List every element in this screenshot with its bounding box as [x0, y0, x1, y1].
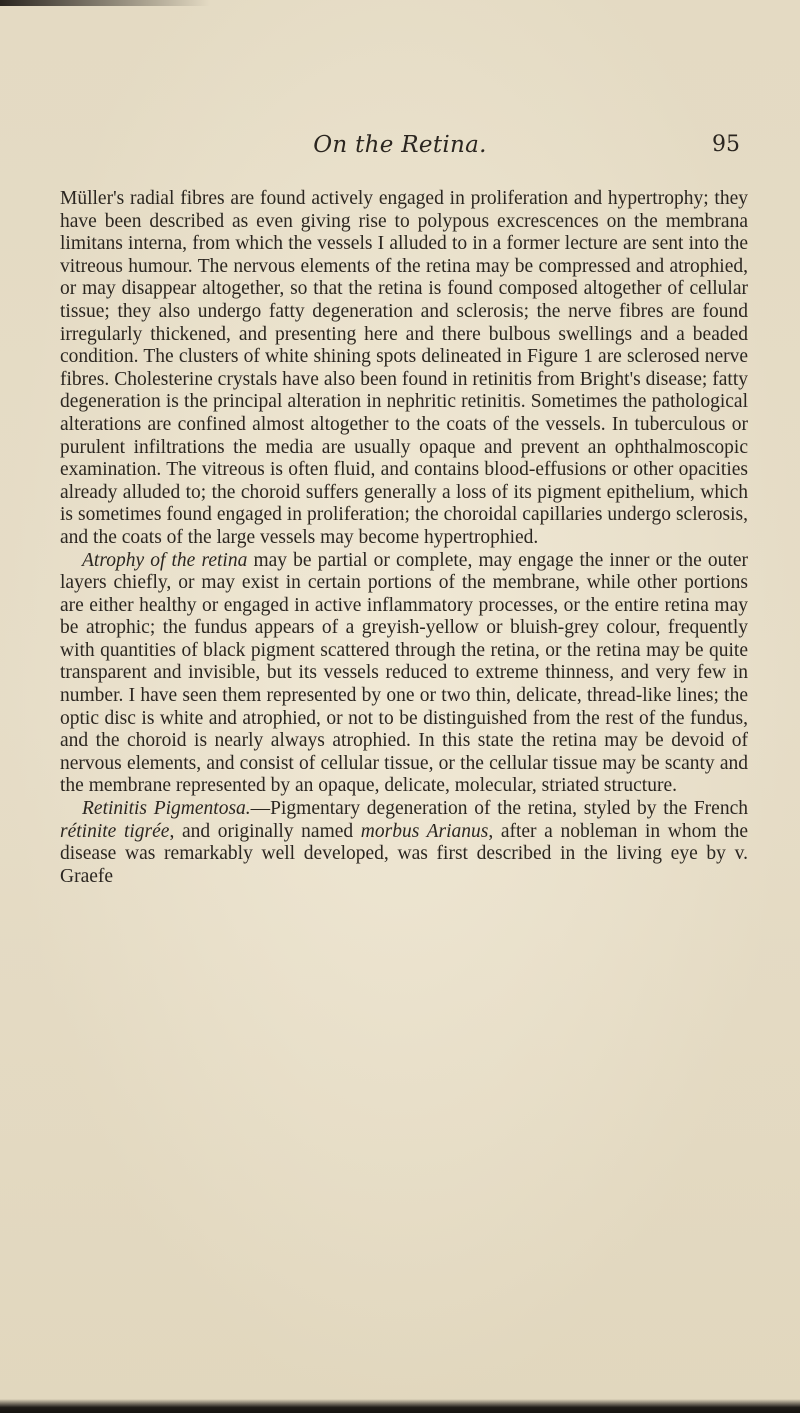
page-number: 95: [712, 132, 740, 157]
running-head: On the Retina.: [313, 132, 487, 158]
scan-bottom-edge: [0, 1399, 800, 1413]
scan-edge-shadow: [0, 0, 210, 6]
section-heading-atrophy: Atrophy of the retina: [82, 549, 248, 571]
paragraph-retinitis-changes: [60, 188, 748, 550]
paragraph-atrophy: [60, 550, 748, 799]
paragraph-text: may be partial or complete, may engage the inner or the outer layers chiefly, or may exist in certain portions of the membrane, while other portions are either healthy or engaged in active inflammatory processes, or the entire retina may be atrophic; the fundus appears of a greyish-yellow or bluish-grey colour, frequently with quantities of black pigment scattered through the retina, or the retina may be quite transparent and invisible, but its vessels reduced to extreme thinness, and very few in number. I have seen them represented by one or two thin, delicate, thread-like lines; the optic disc is white and atrophied, or not to be distinguished from the rest of the fundus, and the choroid is nearly always atrophied. In this state the retina may be devoid of nervous elements, and consist of cellular tissue, or the cellular tissue may be scanty and the membrane represented by an opaque, delicate, molecular, striated structure.: [60, 549, 748, 797]
paragraph-text: , and originally named: [169, 820, 361, 842]
french-term: rétinite tigrée: [60, 820, 170, 842]
paragraph-retinitis-pigmentosa: [60, 798, 748, 888]
paragraph-text: —Pigmentary degeneration of the retina, styled by the French: [250, 798, 748, 820]
body-text: [60, 188, 748, 888]
latin-term: morbus Arianus: [360, 820, 489, 842]
page-header: [60, 132, 740, 172]
paragraph-text: Müller's radial fibres are found actively engaged in proliferation and hypertrophy; they have been described as even giving rise to polypous excrescences on the membrana limitans interna, from which the vessels I alluded to in a former lecture are sent into the vitreous humour. The nervous elements of the retina may be compressed and atrophied, or may disappear altogether, so that the retina is found composed altogether of cellular tissue; they also undergo fatty degeneration and sclerosis; the nerve fibres are found irregularly thickened, and presenting here and there bulbous swellings and a beaded condition. The clusters of white shining spots delineated in Figure 1 are sclerosed nerve fibres. Cholesterine crystals have also been found in retinitis from Bright's disease; fatty degeneration is the principal alteration in nephritic retinitis. Sometimes the pathological alterations are confined almost altogether to the coats of the vessels. In tuberculous or purulent infiltrations the media are usually opaque and prevent an ophthalmoscopic examination. The vitreous is often fluid, and contains blood-effusions or other opacities already alluded to; the choroid suffers generally a loss of its pigment epithelium, which is sometimes found engaged in proliferation; the choroidal capillaries undergo sclerosis, and the coats of the large vessels may become hypertrophied.: [60, 188, 748, 548]
paragraph-text: , after a nobleman in whom the disease was remarkably well developed, was first described in the living eye by v. Graefe: [60, 820, 748, 887]
section-heading-retinitis-pigmentosa: Retinitis Pigmentosa.: [82, 798, 251, 820]
